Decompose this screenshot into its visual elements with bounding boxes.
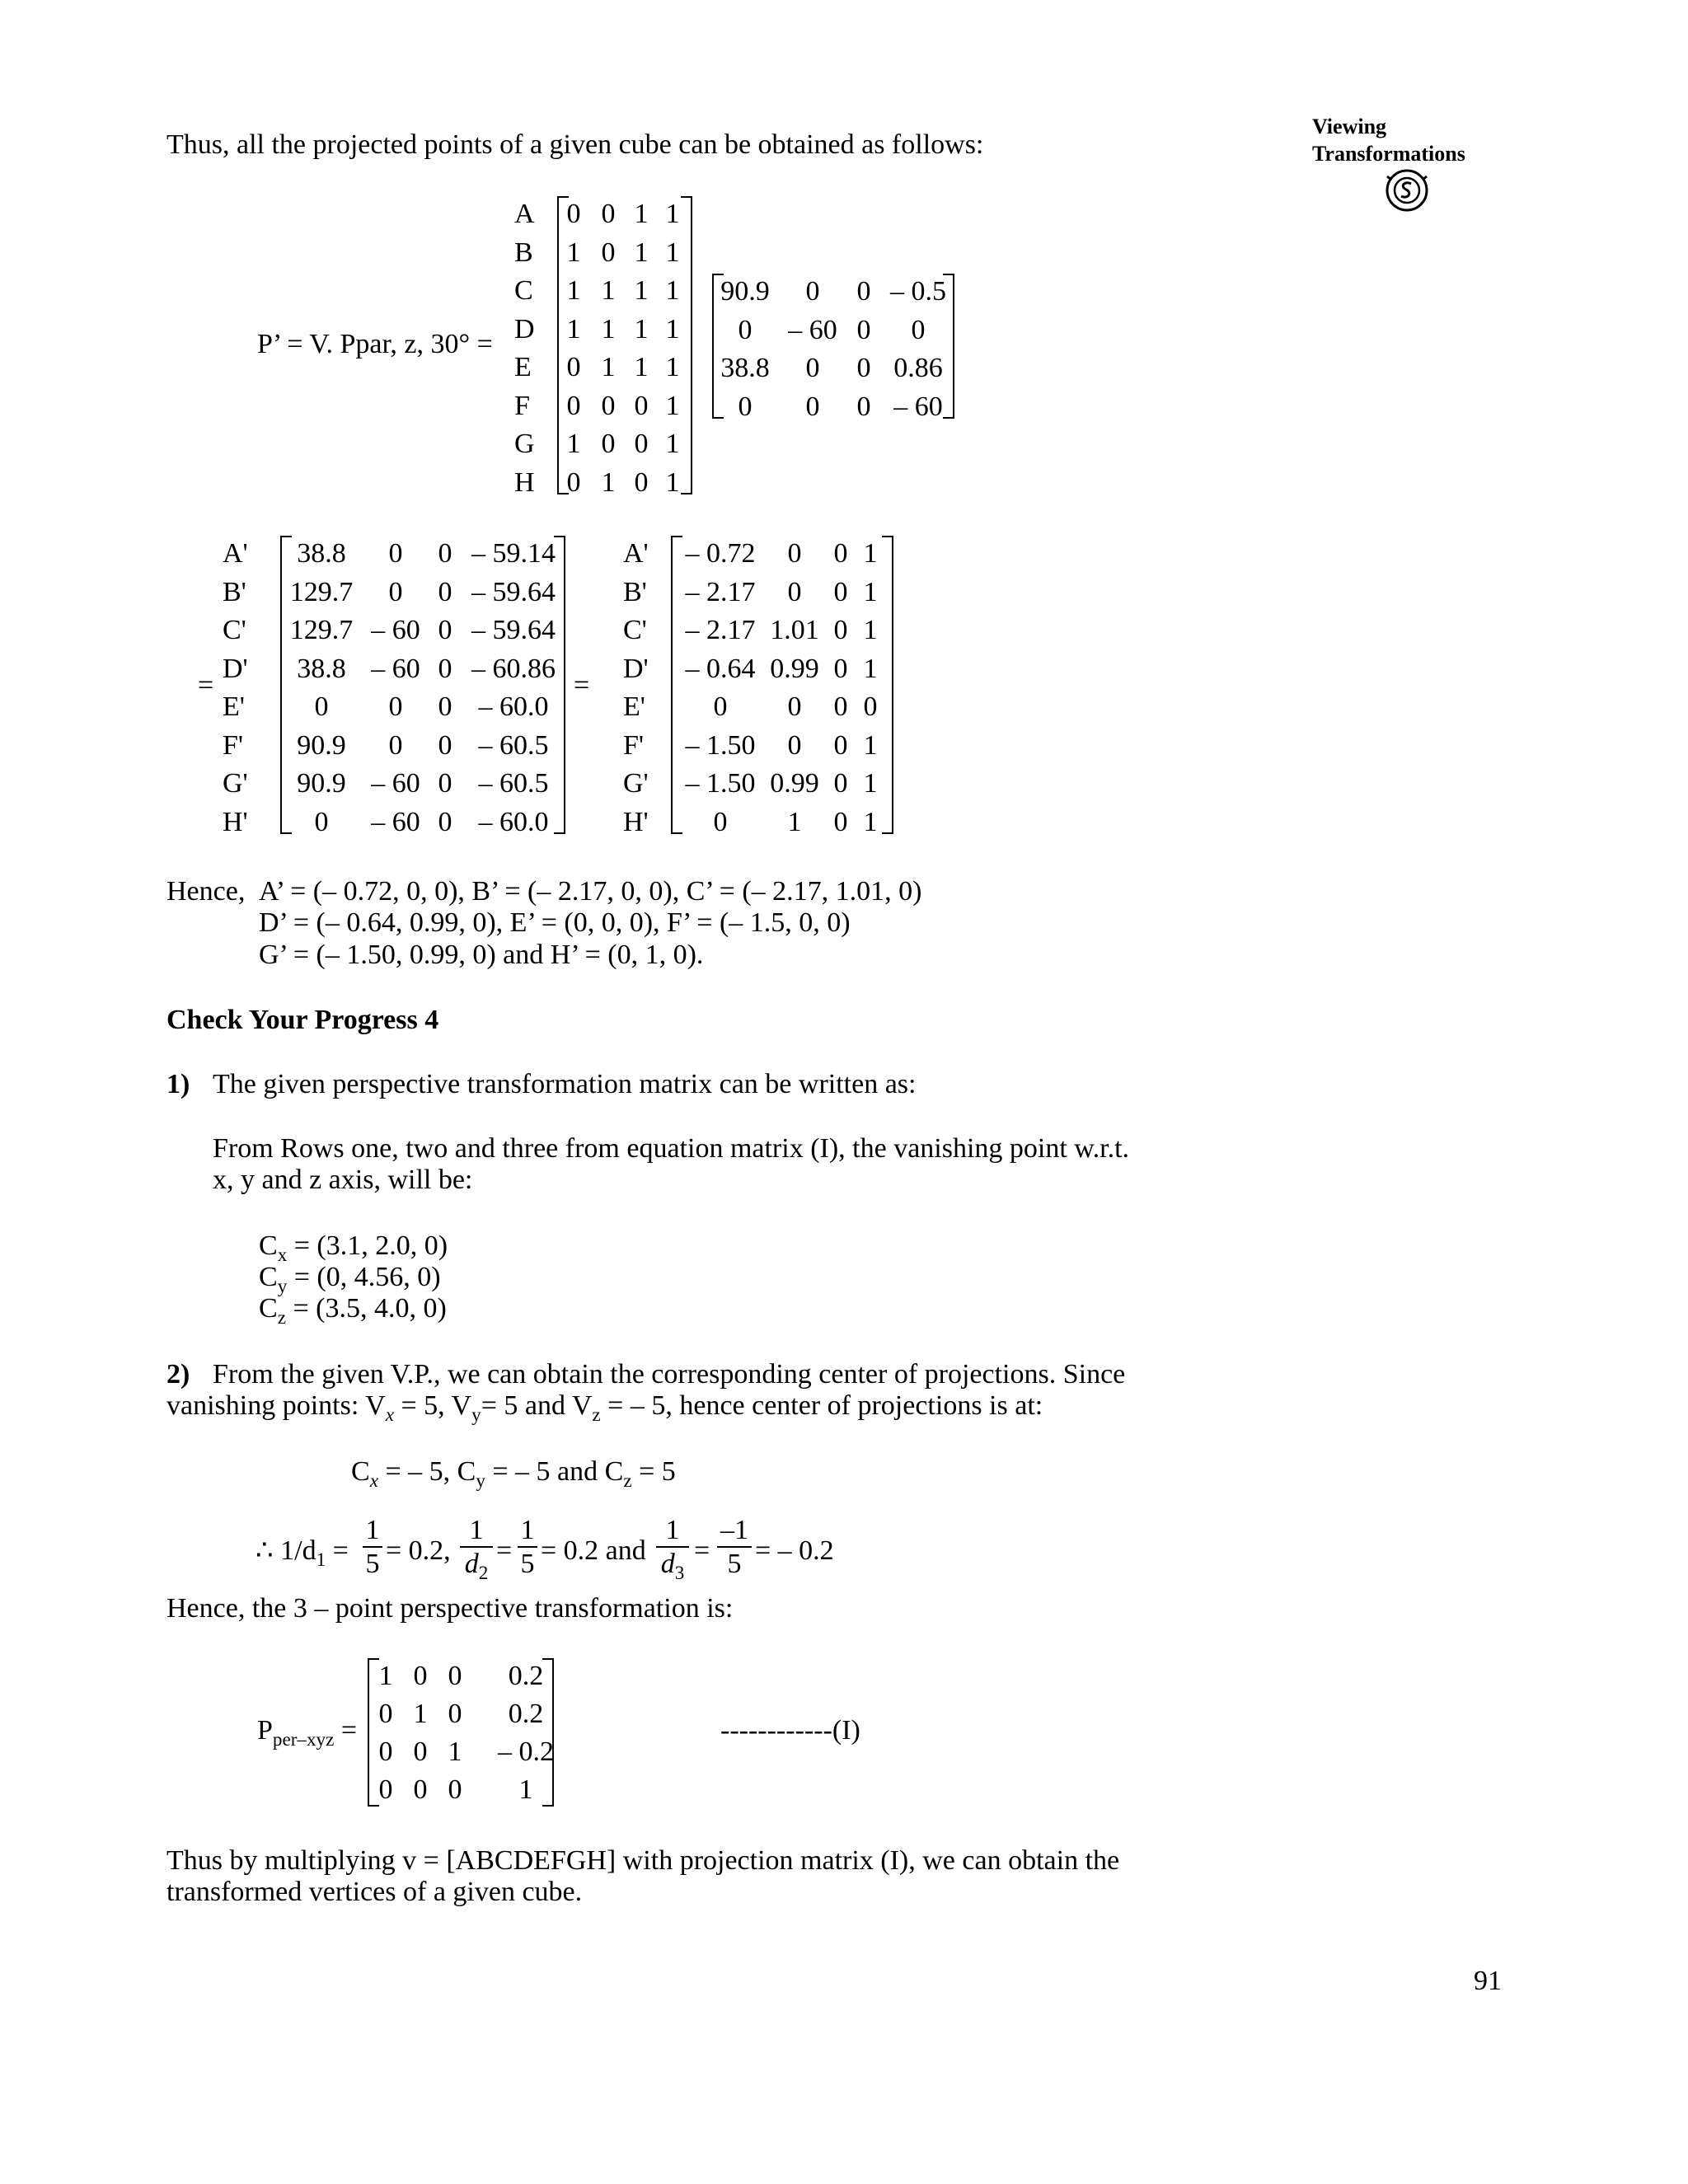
matrix-cell: 0 (856, 391, 871, 422)
matrix-cell: 0 (787, 538, 802, 569)
matrix-cell: – 0.64 (685, 653, 756, 684)
final-text-line2: transformed vertices of a given cube. (166, 1877, 583, 1907)
vanishing-point-cz: $C_z = (3.5$, 4.0, 0) (259, 1293, 447, 1329)
matrix-cell: – 60 (788, 314, 837, 345)
matrix-cell: 0 (601, 199, 616, 229)
matrix-cell: 1 (665, 466, 680, 498)
matrix-cell: – 60.0 (478, 691, 549, 722)
check-progress-heading: Check Your Progress 4 (166, 1005, 439, 1035)
eq2-equals-left: = (198, 670, 214, 701)
matrix-cell: 0 (438, 768, 452, 799)
matrix-cell: 0 (438, 691, 452, 722)
row-label: C' (623, 615, 647, 645)
matrix-cell: 0 (448, 1661, 462, 1691)
matrix-cell: – 60.5 (478, 729, 549, 761)
fraction-2: 1 $d_2$ (460, 1515, 493, 1585)
matrix-cell: 1 (566, 429, 581, 459)
matrix-cell: 1 (634, 313, 649, 344)
matrix-cell: 0 (601, 429, 616, 459)
q2-text-line1: From the given V.P., we can obtain the corresponding center of projections. Since (213, 1359, 1126, 1390)
matrix-cell: 90.9 (297, 768, 346, 799)
matrix-cell: 0 (856, 314, 871, 345)
row-label: H' (223, 806, 248, 837)
equation-tag: ------------(I) (720, 1715, 860, 1746)
row-label: C (514, 275, 533, 306)
matrix-cell: 1 (665, 352, 680, 382)
matrix-cell: 1 (665, 429, 680, 459)
matrix-cell: – 0.72 (685, 538, 756, 569)
row-label: G (514, 429, 535, 459)
matrix-cell: 0 (863, 691, 878, 722)
matrix-cell: 1 (863, 729, 878, 761)
matrix-cell: – 2.17 (685, 576, 756, 607)
row-label: F' (223, 729, 244, 761)
matrix-cell: 0 (438, 653, 452, 684)
matrix-cell: 129.7 (289, 576, 354, 607)
matrix-cell: 0 (805, 391, 820, 422)
matrix-cell: 0 (911, 314, 926, 345)
matrix-cell: – 2.17 (685, 615, 756, 645)
matrix-cell: 0 (566, 199, 581, 229)
matrix-cell: 0 (388, 691, 403, 722)
matrix-cell: 0 (833, 653, 848, 684)
matrix-ppar (712, 274, 954, 422)
matrix-cell: 1 (601, 466, 616, 498)
hence-line2: D’ = (– 0.64, 0.99, 0), E’ = (0, 0, 0), F’ = (– 1.5, 0, 0) (259, 907, 851, 938)
matrix-cell: 1 (863, 576, 878, 607)
matrix-cell: 0 (634, 466, 649, 498)
row-label: B' (223, 576, 246, 607)
fraction-3-result: = 0.2 and (541, 1535, 646, 1566)
matrix-cell: 1 (863, 768, 878, 799)
matrix-cell: 0.86 (893, 353, 943, 383)
hence-line3: G’ = (– 1.50, 0.99, 0) and H’ = (0, 1, 0). (259, 940, 704, 970)
matrix-cell: 0 (438, 615, 452, 645)
matrix-cell: – 0.5 (890, 276, 946, 307)
matrix-cell: 0 (378, 1774, 393, 1805)
matrix-cell: 90.9 (297, 729, 346, 761)
row-label: F' (623, 729, 645, 761)
hence-line1: A’ = (– 0.72, 0, 0), B’ = (– 2.17, 0, 0), C’ = (– 2.17, 1.01, 0) (259, 876, 922, 907)
p-per-xyz-lhs: $P_{per-xyz}$ = (257, 1715, 358, 1751)
matrix-cell: 38.8 (720, 353, 770, 383)
row-label: E (514, 352, 532, 382)
matrix-cell: – 59.14 (471, 538, 556, 569)
matrix-cell: – 60 (371, 768, 420, 799)
matrix-cell: 1 (566, 275, 581, 306)
q1-number: 1) (166, 1069, 190, 1099)
row-label: F (514, 390, 530, 421)
fraction-4: 1 $d_3$ (656, 1515, 689, 1585)
matrix-cell: 1 (863, 806, 878, 837)
matrix-cell: 0 (738, 391, 753, 422)
matrix-cell: 0 (378, 1699, 393, 1729)
row-label: E' (623, 691, 645, 722)
fraction-4-equals: = (694, 1535, 710, 1566)
matrix-cell: 0 (805, 276, 820, 307)
q1-text: The given perspective transformation matrix can be written as: (213, 1069, 917, 1099)
final-text-line1: Thus by multiplying v = [ABCDEFGH] with projection matrix (I), we can obtain the (166, 1845, 1120, 1876)
q2-number: 2) (166, 1359, 190, 1390)
matrix-v (557, 196, 692, 498)
matrix-cell: 1 (863, 538, 878, 569)
matrix-cell: 0 (448, 1774, 462, 1805)
matrix-cell: – 60.86 (471, 653, 556, 684)
matrix-cell: 0 (438, 729, 452, 761)
matrix-cell: 0 (566, 352, 581, 382)
row-label: A' (623, 538, 649, 569)
eq2-equals-right: = (574, 670, 590, 701)
page-number: 91 (1474, 1966, 1502, 1996)
matrix-cell: – 60 (371, 806, 420, 837)
matrix-cell: 90.9 (720, 276, 770, 307)
matrix-cell: 0.99 (770, 653, 819, 684)
matrix-cell: 1 (601, 275, 616, 306)
matrix-cell: 1 (665, 237, 680, 268)
row-label: B (514, 237, 533, 268)
matrix-cell: 0 (438, 576, 452, 607)
matrix-cell: 1 (601, 352, 616, 382)
matrix-cell: – 1.50 (685, 729, 756, 761)
matrix-result-normalized (671, 536, 893, 837)
row-label: E' (223, 691, 245, 722)
matrix-cell: 0 (314, 691, 329, 722)
matrix-cell: 0 (787, 691, 802, 722)
hence-label: Hence, (166, 876, 246, 907)
matrix-cell: – 60.5 (478, 768, 549, 799)
intro-text: Thus, all the projected points of a given cube can be obtained as follows: (166, 129, 984, 160)
matrix-cell: 0 (833, 729, 848, 761)
matrix-cell: 0 (388, 576, 403, 607)
matrix-cell: 0 (438, 538, 452, 569)
matrix-cell: 0 (738, 314, 753, 345)
university-emblem-icon (1385, 168, 1429, 213)
eq1-lhs: P’ = V. Ppar, z, 30° = (257, 329, 493, 359)
matrix-cell: 1 (634, 237, 649, 268)
matrix-cell: 0 (438, 806, 452, 837)
matrix-cell: 129.7 (289, 615, 354, 645)
row-label: D (514, 313, 535, 344)
matrix-cell: 1 (566, 313, 581, 344)
vanishing-point-cx: $C_x = (3.1$, 2.0, 0) (259, 1230, 448, 1267)
matrix-cell: 0 (314, 806, 329, 837)
matrix-cell: 1 (378, 1661, 393, 1691)
matrix-cell: – 59.64 (471, 615, 556, 645)
row-label: H' (623, 806, 649, 837)
matrix-cell: 0 (413, 1661, 428, 1691)
matrix-result-homogeneous (280, 536, 565, 837)
matrix-cell: – 1.50 (685, 768, 756, 799)
fraction-2-equals: = (496, 1535, 513, 1566)
section-tag-line1: Viewing (1312, 115, 1387, 138)
matrix-cell: 1 (665, 199, 680, 229)
matrix-cell: 0 (787, 576, 802, 607)
matrix-cell: 1 (518, 1774, 533, 1805)
matrix-cell: 0 (833, 806, 848, 837)
fraction-5-result: = – 0.2 (755, 1535, 834, 1566)
matrix-cell: 0 (856, 353, 871, 383)
matrix-cell: 0 (833, 576, 848, 607)
fraction-3: 1 5 (518, 1515, 537, 1580)
matrix-cell: 0 (833, 615, 848, 645)
matrix-cell: 1 (665, 275, 680, 306)
matrix-cell: 0.2 (508, 1661, 544, 1691)
q2-text-line2: vanishing points: $V_x = 5$, $V_y= 5$ and $V_z$ = – 5, hence center of projections is at: (166, 1390, 1043, 1427)
matrix-cell: – 60 (371, 653, 420, 684)
matrix-cell: – 59.64 (471, 576, 556, 607)
matrix-cell: – 60 (893, 391, 943, 422)
matrix-cell: 0 (448, 1699, 462, 1729)
matrix-cell: 1 (566, 237, 581, 268)
matrix-cell: 0 (833, 691, 848, 722)
matrix-cell: 1 (787, 806, 802, 837)
row-label: C' (223, 615, 246, 645)
matrix-perspective (368, 1658, 554, 1807)
matrix-cell: 0 (566, 390, 581, 421)
matrix-cell: 1 (413, 1699, 428, 1729)
row-label: G' (223, 768, 248, 799)
section-tag-line2: Transformations (1312, 141, 1465, 166)
matrix-cell: 1 (665, 390, 680, 421)
matrix-cell: 0 (378, 1736, 393, 1767)
fraction-1-result: = 0.2, (386, 1535, 451, 1566)
matrix-cell: 1 (448, 1736, 462, 1767)
matrix-cell: 1 (601, 313, 616, 344)
matrix-cell: – 0.2 (498, 1736, 554, 1767)
matrix-cell: 0 (601, 390, 616, 421)
fraction-1: 1 5 (363, 1515, 382, 1580)
matrix-cell: 0 (388, 729, 403, 761)
row-label: D' (223, 653, 248, 684)
q1-paragraph-line2: x, y and z axis, will be: (213, 1165, 473, 1195)
section-tag (1312, 114, 1465, 167)
matrix-cell: 0 (805, 353, 820, 383)
center-of-projection: $C_x$ = – 5, $C_y$ = – 5 and $C_z = 5$ (351, 1456, 676, 1493)
vanishing-point-cy: $C_y = (0$, 4.56, 0) (259, 1262, 441, 1298)
row-label: B' (623, 576, 647, 607)
matrix-cell: 0 (856, 276, 871, 307)
matrix-cell: 0 (713, 806, 728, 837)
row-label: A' (223, 538, 248, 569)
row-label: H (514, 466, 535, 498)
matrix-cell: 0 (388, 538, 403, 569)
matrix-cell: 0 (833, 768, 848, 799)
matrix-cell: 0 (634, 429, 649, 459)
fraction-5: –1 5 (717, 1515, 752, 1580)
matrix-cell: 0 (833, 538, 848, 569)
matrix-cell: 1 (634, 199, 649, 229)
matrix-cell: 0 (601, 237, 616, 268)
matrix-cell: 0 (413, 1736, 428, 1767)
hence-3-point: Hence, the 3 – point perspective transformation is: (166, 1593, 734, 1624)
row-label: A (514, 199, 535, 229)
matrix-cell: 1.01 (770, 615, 819, 645)
matrix-cell: – 60 (371, 615, 420, 645)
d-lhs: ∴ $1/d_1$ = (256, 1535, 349, 1572)
matrix-cell: 0 (566, 466, 581, 498)
matrix-cell: 1 (665, 313, 680, 344)
matrix-cell: 0 (413, 1774, 428, 1805)
matrix-cell: 0 (713, 691, 728, 722)
matrix-cell: 0.99 (770, 768, 819, 799)
matrix-cell: 1 (634, 352, 649, 382)
matrix-cell: 0 (787, 729, 802, 761)
matrix-cell: 38.8 (297, 538, 346, 569)
matrix-cell: 1 (863, 615, 878, 645)
matrix-cell: 0.2 (508, 1699, 544, 1729)
q1-paragraph-line1: From Rows one, two and three from equation matrix (I), the vanishing point w.r.t. (213, 1133, 1130, 1164)
row-label: D' (623, 653, 649, 684)
matrix-cell: – 60.0 (478, 806, 549, 837)
matrix-cell: 38.8 (297, 653, 346, 684)
matrix-cell: 1 (863, 653, 878, 684)
matrix-cell: 0 (634, 390, 649, 421)
matrix-cell: 1 (634, 275, 649, 306)
row-label: G' (623, 768, 649, 799)
